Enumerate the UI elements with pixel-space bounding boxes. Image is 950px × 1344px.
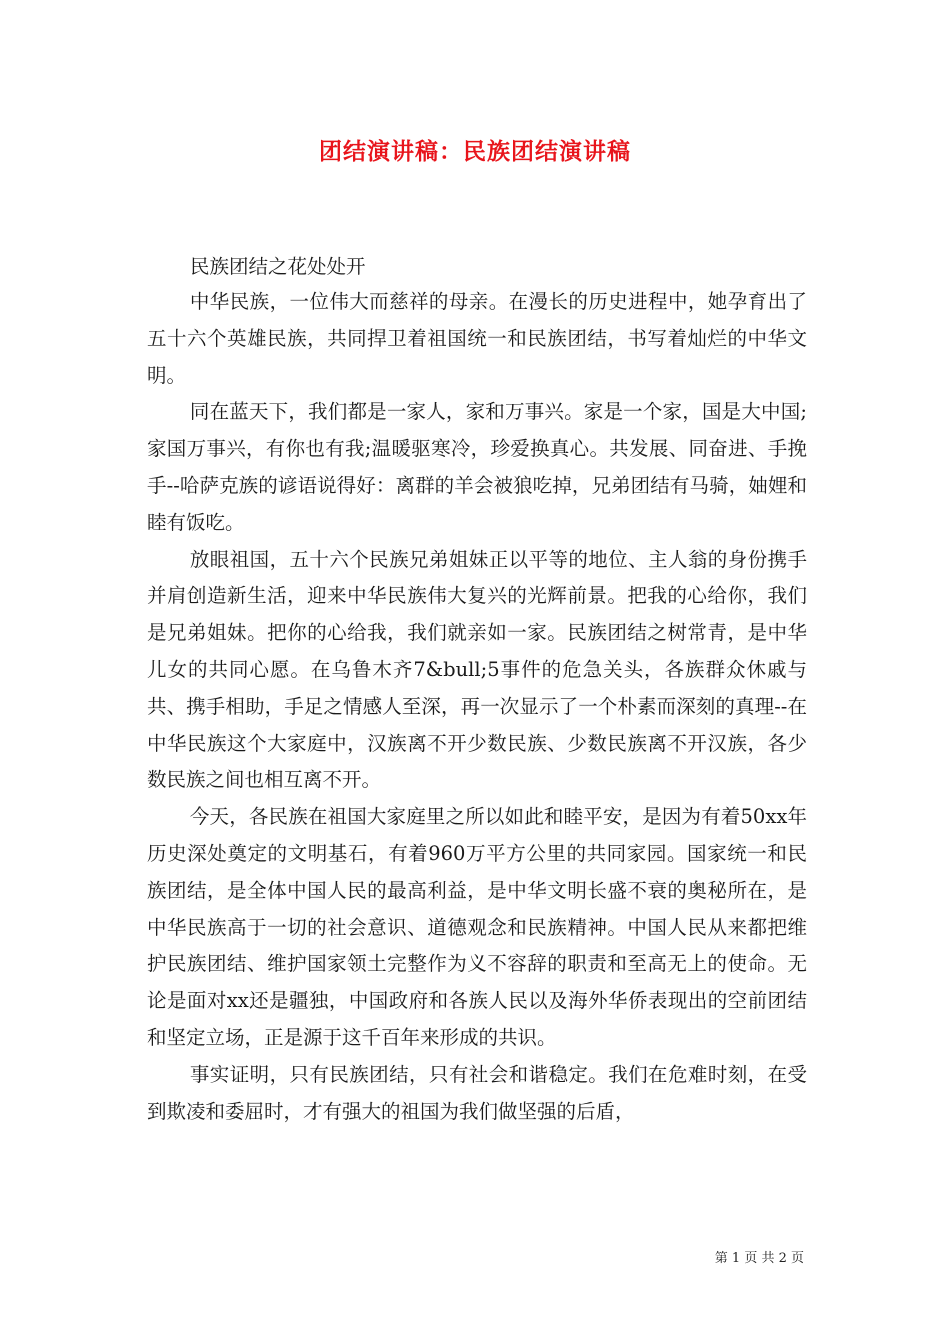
section-subheading: 民族团结之花处处开 [190, 255, 366, 278]
paragraph: 同在蓝天下，我们都是一家人，家和万事兴。家是一个家，国是大中国;家国万事兴，有你也有我;温暖驱寒冷，珍爱换真心。共发展、同奋进、手挽手--哈萨克族的谚语说得好：离群的羊会被狼吃掉，兄弟团结有马骑，妯娌和睦有饭吃。 [147, 400, 807, 534]
document-body [147, 284, 807, 1130]
paragraph: 事实证明，只有民族团结，只有社会和谐稳定。我们在危难时刻，在受到欺凌和委屈时，才有强大的祖国为我们做坚强的后盾， [147, 1062, 807, 1123]
page-number-footer: 第 1 页 共 2 页 [714, 1251, 804, 1266]
document-title: 团结演讲稿：民族团结演讲稿 [319, 138, 631, 165]
paragraph: 放眼祖国，五十六个民族兄弟姐妹正以平等的地位、主人翁的身份携手并肩创造新生活，迎来中华民族伟大复兴的光辉前景。把我的心给你，我们是兄弟姐妹。把你的心给我，我们就亲如一家。民族团结之树常青，是中华儿女的共同心愿。在乌鲁木齐7&bull;5事件的危急关头，各族群众休戚与共、携手相助，手足之情感人至深，再一次显示了一个朴素而深刻的真理--在中华民族这个大家庭中，汉族离不开少数民族、少数民族离不开汉族，各少数民族之间也相互离不开。 [147, 547, 807, 792]
paragraph: 今天，各民族在祖国大家庭里之所以如此和睦平安，是因为有着50xx年历史深处奠定的文明基石，有着960万平方公里的共同家园。国家统一和民族团结，是全体中国人民的最高利益，是中华文明长盛不衰的奥秘所在，是中华民族高于一切的社会意识、道德观念和民族精神。中国人民从来都把维护民族团结、维护国家领土完整作为义不容辞的职责和至高无上的使命。无论是面对xx还是疆独，中国政府和各族人民以及海外华侨表现出的空前团结和坚定立场，正是源于这千百年来形成的共识。 [147, 805, 807, 1049]
paragraph: 中华民族，一位伟大而慈祥的母亲。在漫长的历史进程中，她孕育出了五十六个英雄民族，共同捍卫着祖国统一和民族团结，书写着灿烂的中华文明。 [147, 290, 807, 387]
